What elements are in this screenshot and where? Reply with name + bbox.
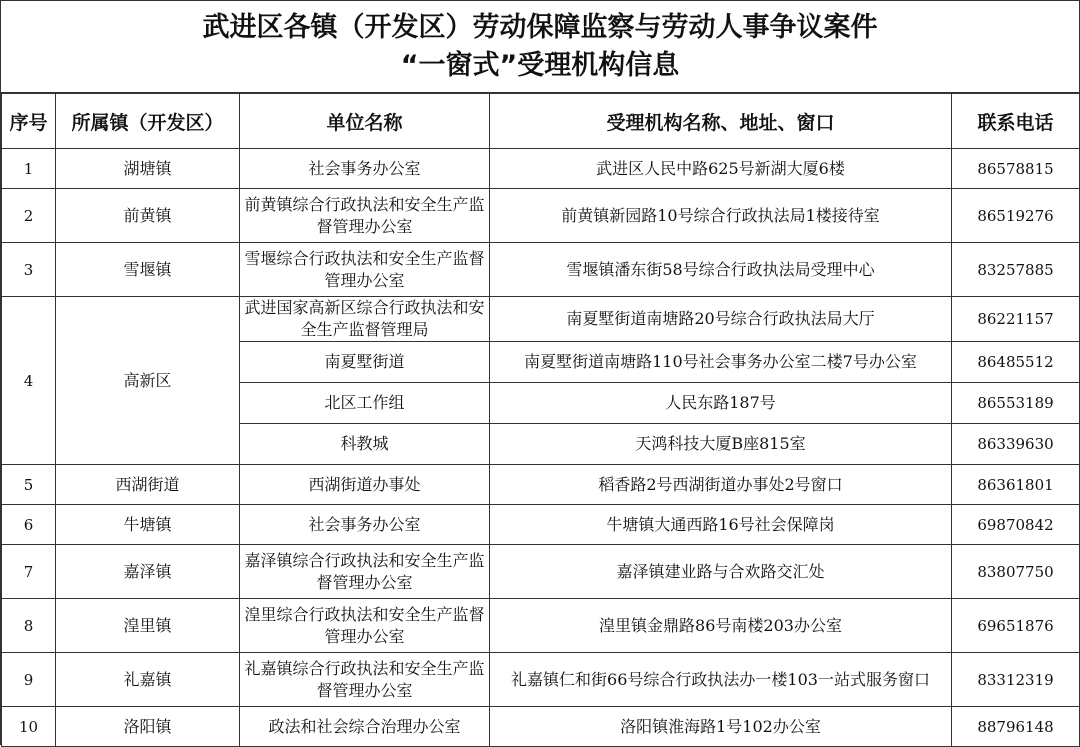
table-row <box>2 653 1080 707</box>
table-row <box>2 297 1080 342</box>
cell-office: 前黄镇新园路10号综合行政执法局1楼接待室 <box>490 189 952 243</box>
cell-phone: 86519276 <box>952 189 1080 243</box>
cell-office: 武进区人民中路625号新湖大厦6楼 <box>490 149 952 189</box>
cell-unit: 科教城 <box>240 424 490 465</box>
table-row <box>2 707 1080 747</box>
cell-no: 1 <box>2 149 56 189</box>
cell-unit: 社会事务办公室 <box>240 505 490 545</box>
cell-town: 湖塘镇 <box>56 149 240 189</box>
cell-phone: 69651876 <box>952 599 1080 653</box>
table-row <box>2 465 1080 505</box>
cell-unit: 武进国家高新区综合行政执法和安全生产监督管理局 <box>240 297 490 342</box>
cell-phone: 83807750 <box>952 545 1080 599</box>
cell-town: 高新区 <box>56 297 240 465</box>
cell-unit: 南夏墅街道 <box>240 342 490 383</box>
table-header-row <box>2 94 1080 149</box>
cell-no: 3 <box>2 243 56 297</box>
cell-town: 嘉泽镇 <box>56 545 240 599</box>
cell-office: 礼嘉镇仁和街66号综合行政执法办一楼103一站式服务窗口 <box>490 653 952 707</box>
table-row <box>2 599 1080 653</box>
cell-office: 雪堰镇潘东街58号综合行政执法局受理中心 <box>490 243 952 297</box>
cell-phone: 86578815 <box>952 149 1080 189</box>
table-row <box>2 243 1080 297</box>
cell-phone: 86553189 <box>952 383 1080 424</box>
cell-unit: 湟里综合行政执法和安全生产监督管理办公室 <box>240 599 490 653</box>
cell-no: 6 <box>2 505 56 545</box>
cell-unit: 嘉泽镇综合行政执法和安全生产监督管理办公室 <box>240 545 490 599</box>
cell-unit: 西湖街道办事处 <box>240 465 490 505</box>
cell-office: 南夏墅街道南塘路110号社会事务办公室二楼7号办公室 <box>490 342 952 383</box>
cell-town: 礼嘉镇 <box>56 653 240 707</box>
header-office: 受理机构名称、地址、窗口 <box>490 94 952 149</box>
cell-office: 稻香路2号西湖街道办事处2号窗口 <box>490 465 952 505</box>
header-unit: 单位名称 <box>240 94 490 149</box>
cell-phone: 83312319 <box>952 653 1080 707</box>
cell-town: 湟里镇 <box>56 599 240 653</box>
cell-unit: 礼嘉镇综合行政执法和安全生产监督管理办公室 <box>240 653 490 707</box>
agency-table <box>1 93 1080 747</box>
cell-no: 4 <box>2 297 56 465</box>
cell-office: 南夏墅街道南塘路20号综合行政执法局大厅 <box>490 297 952 342</box>
cell-phone: 86339630 <box>952 424 1080 465</box>
cell-unit: 前黄镇综合行政执法和安全生产监督管理办公室 <box>240 189 490 243</box>
cell-office: 湟里镇金鼎路86号南楼203办公室 <box>490 599 952 653</box>
document-title <box>1 0 1079 93</box>
cell-no: 7 <box>2 545 56 599</box>
cell-phone: 83257885 <box>952 243 1080 297</box>
cell-office: 嘉泽镇建业路与合欢路交汇处 <box>490 545 952 599</box>
table-row <box>2 545 1080 599</box>
title-line-2: “一窗式”受理机构信息 <box>400 50 680 81</box>
cell-phone: 69870842 <box>952 505 1080 545</box>
cell-office: 天鸿科技大厦B座815室 <box>490 424 952 465</box>
cell-phone: 88796148 <box>952 707 1080 747</box>
cell-unit: 社会事务办公室 <box>240 149 490 189</box>
cell-no: 5 <box>2 465 56 505</box>
cell-town: 洛阳镇 <box>56 707 240 747</box>
cell-office: 牛塘镇大通西路16号社会保障岗 <box>490 505 952 545</box>
cell-phone: 86221157 <box>952 297 1080 342</box>
cell-town: 前黄镇 <box>56 189 240 243</box>
cell-unit: 雪堰综合行政执法和安全生产监督管理办公室 <box>240 243 490 297</box>
table-row <box>2 505 1080 545</box>
cell-office: 洛阳镇淮海路1号102办公室 <box>490 707 952 747</box>
cell-no: 10 <box>2 707 56 747</box>
cell-town: 牛塘镇 <box>56 505 240 545</box>
cell-office: 人民东路187号 <box>490 383 952 424</box>
title-line-1: 武进区各镇（开发区）劳动保障监察与劳动人事争议案件 <box>202 12 878 43</box>
header-no: 序号 <box>2 94 56 149</box>
header-phone: 联系电话 <box>952 94 1080 149</box>
table-row <box>2 189 1080 243</box>
cell-phone: 86485512 <box>952 342 1080 383</box>
cell-town: 西湖街道 <box>56 465 240 505</box>
cell-no: 2 <box>2 189 56 243</box>
header-town: 所属镇（开发区） <box>56 94 240 149</box>
cell-no: 9 <box>2 653 56 707</box>
cell-unit: 北区工作组 <box>240 383 490 424</box>
cell-no: 8 <box>2 599 56 653</box>
cell-town: 雪堰镇 <box>56 243 240 297</box>
table-row <box>2 149 1080 189</box>
cell-unit: 政法和社会综合治理办公室 <box>240 707 490 747</box>
cell-phone: 86361801 <box>952 465 1080 505</box>
